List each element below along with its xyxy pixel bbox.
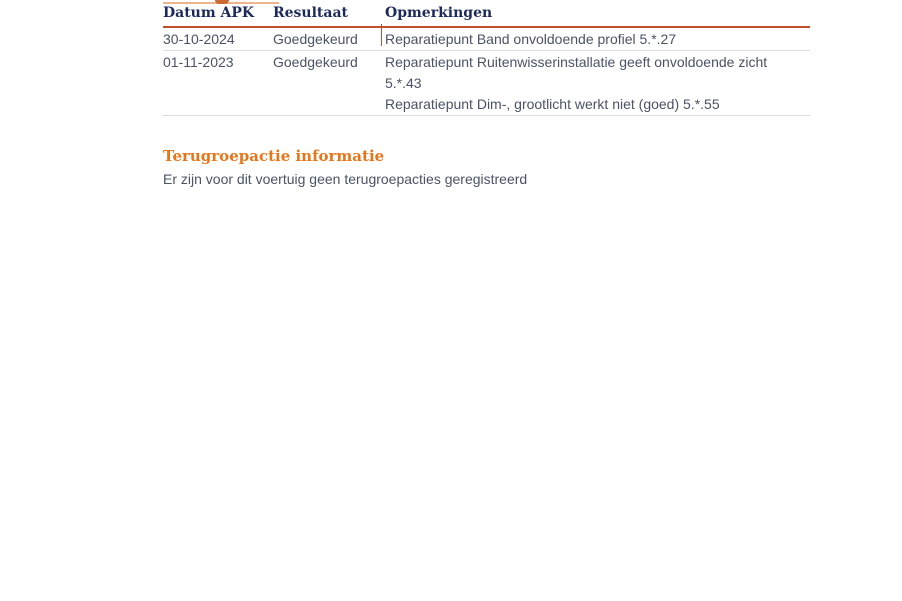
opmerking-line: Reparatiepunt Dim-, grootlicht werkt niet (goed) 5.*.55 [385,96,720,112]
opmerking-line: 5.*.43 [385,75,422,91]
cell-resultaat: Goedgekeurd [273,51,385,116]
clipped-heading-fragment [163,0,283,4]
table-row [163,51,810,116]
terugroepactie-status-text: Er zijn voor dit voertuig geen terugroepacties geregistreerd [163,171,528,187]
column-header-resultaat: Resultaat [273,6,385,27]
opmerking-line: Reparatiepunt Ruitenwisserinstallatie geeft onvoldoende zicht [385,54,768,70]
cell-resultaat: Goedgekeurd [273,27,385,51]
apk-table-header-row [163,6,810,27]
page-content [163,0,810,187]
terugroepactie-section-heading: Terugroepactie informatie [163,147,385,165]
cell-datum: 30-10-2024 [163,27,273,51]
table-row [163,27,810,51]
clipped-heading-descender [215,0,229,4]
cell-datum: 01-11-2023 [163,51,273,116]
apk-history-table [163,6,810,116]
cell-opmerkingen [385,27,810,51]
column-header-datum-apk: Datum APK [163,6,273,27]
row1-opmerkingen-cell-left-border [381,24,382,46]
column-header-opmerkingen: Opmerkingen [385,6,810,27]
opmerking-line: Reparatiepunt Band onvoldoende profiel 5.*.27 [385,31,677,47]
cell-opmerkingen [385,51,810,116]
